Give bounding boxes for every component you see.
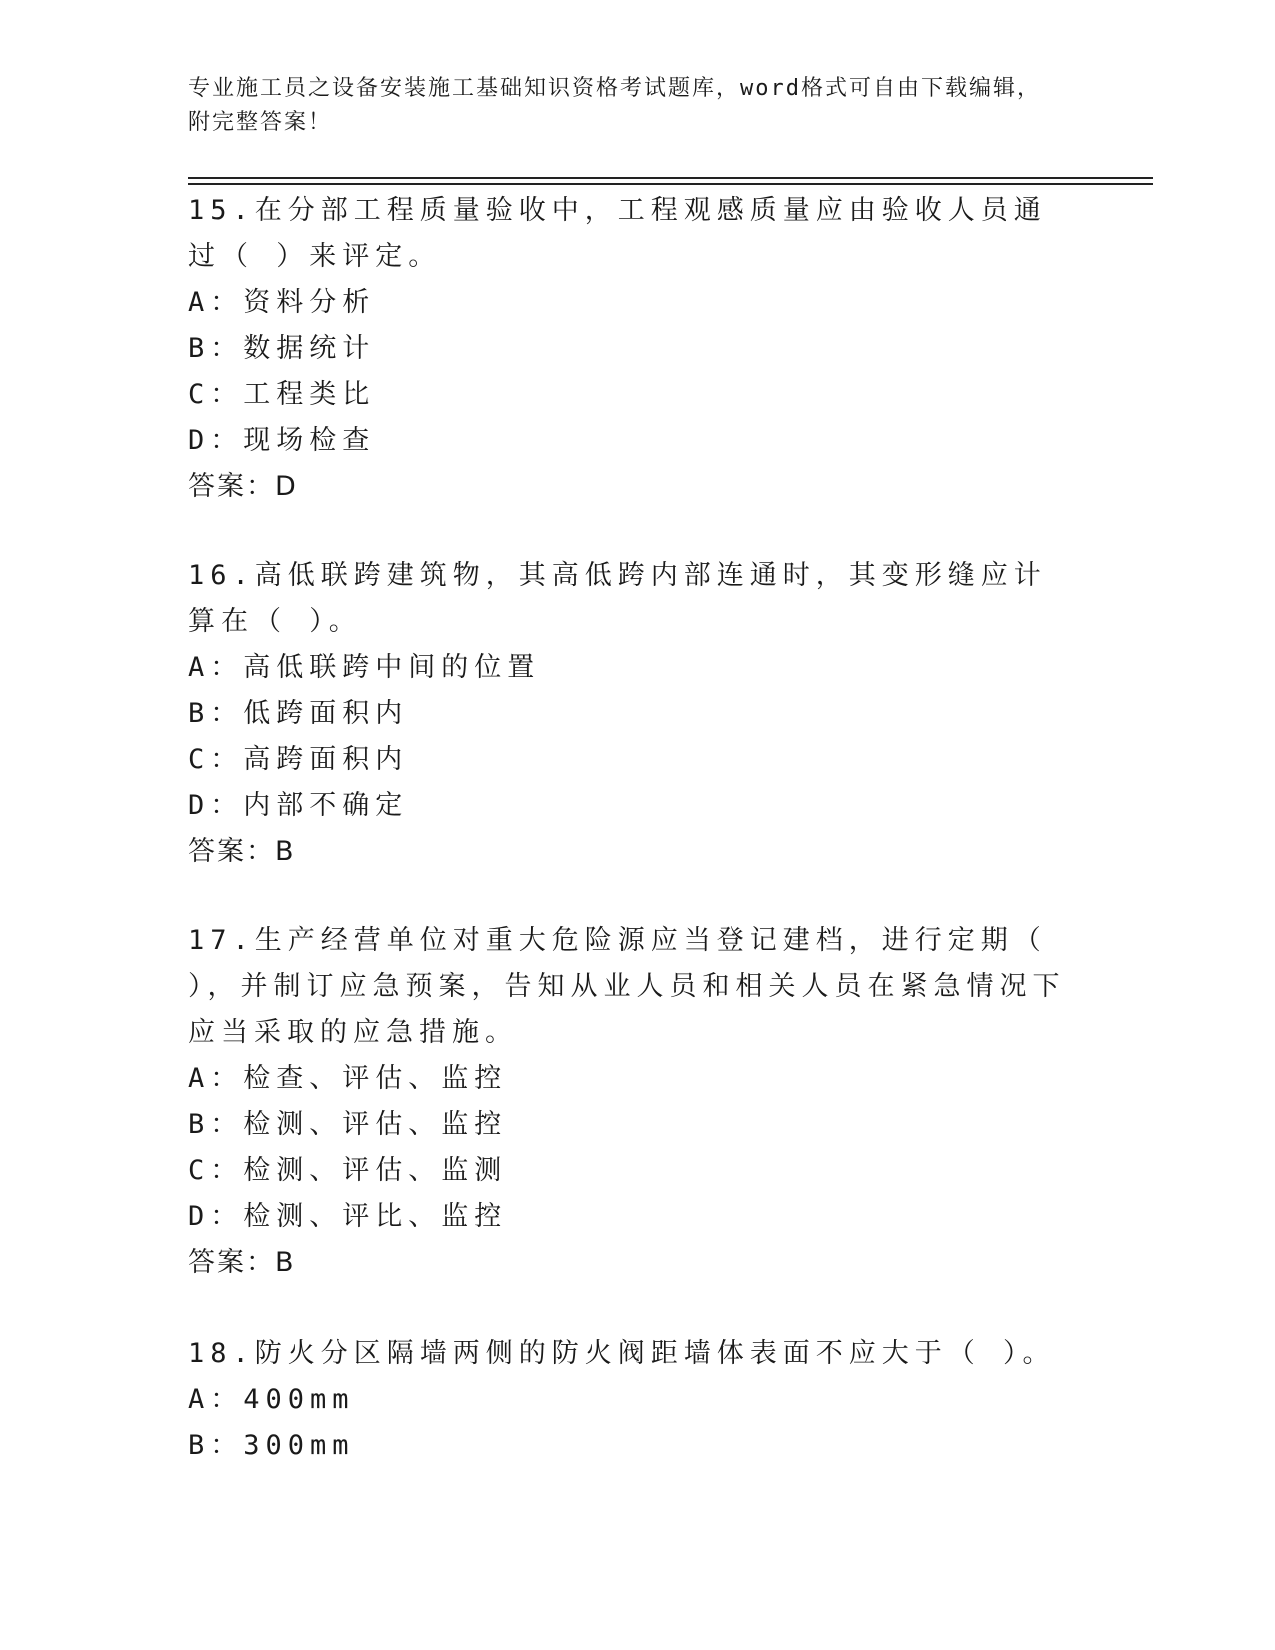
option-c: C：高跨面积内 [188,744,409,775]
option-b: B：检测、评估、监控 [188,1109,508,1140]
answer: 答案：D [188,471,298,502]
option-a: A：资料分析 [188,287,376,318]
option-d: D：现场检查 [188,425,376,456]
question-stem: 17.生产经营单位对重大危险源应当登记建档，进行定期（ ），并制订应急预案，告知从业人员和相关人员在紧急情况下应当采取的应急措施。 [188,925,1066,1048]
question-stem: 16.高低联跨建筑物，其高低跨内部连通时，其变形缝应计算在（ ）。 [188,560,1047,637]
option-b: B：低跨面积内 [188,698,409,729]
document-header [188,72,1088,140]
question-15 [188,188,1068,510]
header-line-1: 专业施工员之设备安装施工基础知识资格考试题库，word格式可自由下载编辑， [188,76,1041,101]
answer: 答案：B [188,836,296,867]
header-divider-top [188,177,1153,179]
question-17 [188,918,1068,1286]
option-a: A：400mm [188,1384,355,1415]
option-b: B：300mm [188,1430,355,1461]
option-c: C：检测、评估、监测 [188,1155,508,1186]
question-stem: 15.在分部工程质量验收中，工程观感质量应由验收人员通过（ ）来评定。 [188,195,1047,272]
option-a: A：高低联跨中间的位置 [188,652,541,683]
header-line-2: 附完整答案！ [188,110,333,135]
question-18 [188,1331,1068,1469]
header-divider-bottom [188,183,1153,185]
option-a: A：检查、评估、监控 [188,1063,508,1094]
option-b: B：数据统计 [188,333,376,364]
option-c: C：工程类比 [188,379,376,410]
option-d: D：内部不确定 [188,790,409,821]
answer: 答案：B [188,1247,296,1278]
question-stem: 18.防火分区隔墙两侧的防火阀距墙体表面不应大于（ ）。 [188,1338,1056,1369]
option-d: D：检测、评比、监控 [188,1201,508,1232]
question-16 [188,553,1068,875]
